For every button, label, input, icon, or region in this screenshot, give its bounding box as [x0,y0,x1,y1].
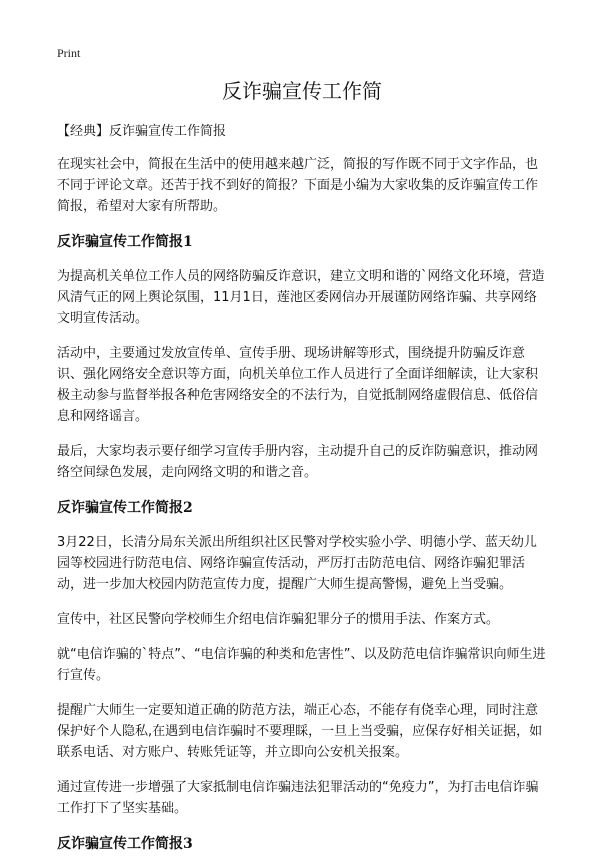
paragraph: 提醒广大师生一定要知道正确的防范方法，端正心态，不能存有侥幸心理，同时注意保护好个人隐私,在遇到电信诈骗时不要理睬，一旦上当受骗，应保存好相关证据，如联系电话、对方账户、转账凭证等，并立即向公安机关报案。 [57,703,543,760]
section-heading-2: 反诈骗宣传工作简报2 [57,500,193,516]
paragraph: 为提高机关单位工作人员的网络防骗反诈意识，建立文明和谐的`网络文化环境，营造风清气正的网上舆论氛围，11月1日，莲池区委网信办开展谨防网络诈骗、共享网络文明宣传活动。 [57,269,545,326]
paragraph: 就“电信诈骗的`特点”、“电信诈骗的种类和危害性”、以及防范电信诈骗常识向师生进行宣传。 [57,647,546,683]
paragraph: 最后，大家均表示要仔细学习宣传手册内容，主动提升自己的反诈防骗意识，推动网络空间绿色发展，走向网络文明的和谐之音。 [57,444,539,480]
document-title: 反诈骗宣传工作简 [222,79,382,103]
tag-line: 【经典】反诈骗宣传工作简报 [57,124,227,139]
paragraph: 3月22日，长清分局东关派出所组织社区民警对学校实验小学、明德小学、蓝天幼儿园等校园进行防范电信、网络诈骗宣传活动，严厉打击防范电信、网络诈骗犯罪活动，进一步加大校园内防范宣传力度，提醒广大师生提高警惕，避免上当受骗。 [57,535,537,592]
section-heading-1: 反诈骗宣传工作简报1 [57,234,193,250]
paragraph: 通过宣传进一步增强了大家抵制电信诈骗违法犯罪活动的“免疫力”，为打击电信诈骗工作打下了坚实基础。 [57,780,539,816]
print-link[interactable]: Print [57,46,81,60]
document-body [57,78,547,868]
paragraph: 宣传中，社区民警向学校师生介绍电信诈骗犯罪分子的惯用手法、作案方式。 [57,612,500,627]
paragraph: 活动中，主要通过发放宣传单、宣传手册、现场讲解等形式，围绕提升防骗反诈意识、强化网络安全意识等方面，向机关单位工作人员进行了全面详细解读，让大家积极主动参与监督举报各种危害网络安全的不法行为，自觉抵制网络虚假信息、低俗信息和网络谣言。 [57,346,539,424]
intro-paragraph: 在现实社会中，简报在生活中的使用越来越广泛，简报的写作既不同于文字作品，也不同于评论文章。还苦于找不到好的简报？下面是小编为大家收集的反诈骗宣传工作简报，希望对大家有所帮助。 [57,157,539,214]
section-heading-3: 反诈骗宣传工作简报3 [57,836,193,852]
